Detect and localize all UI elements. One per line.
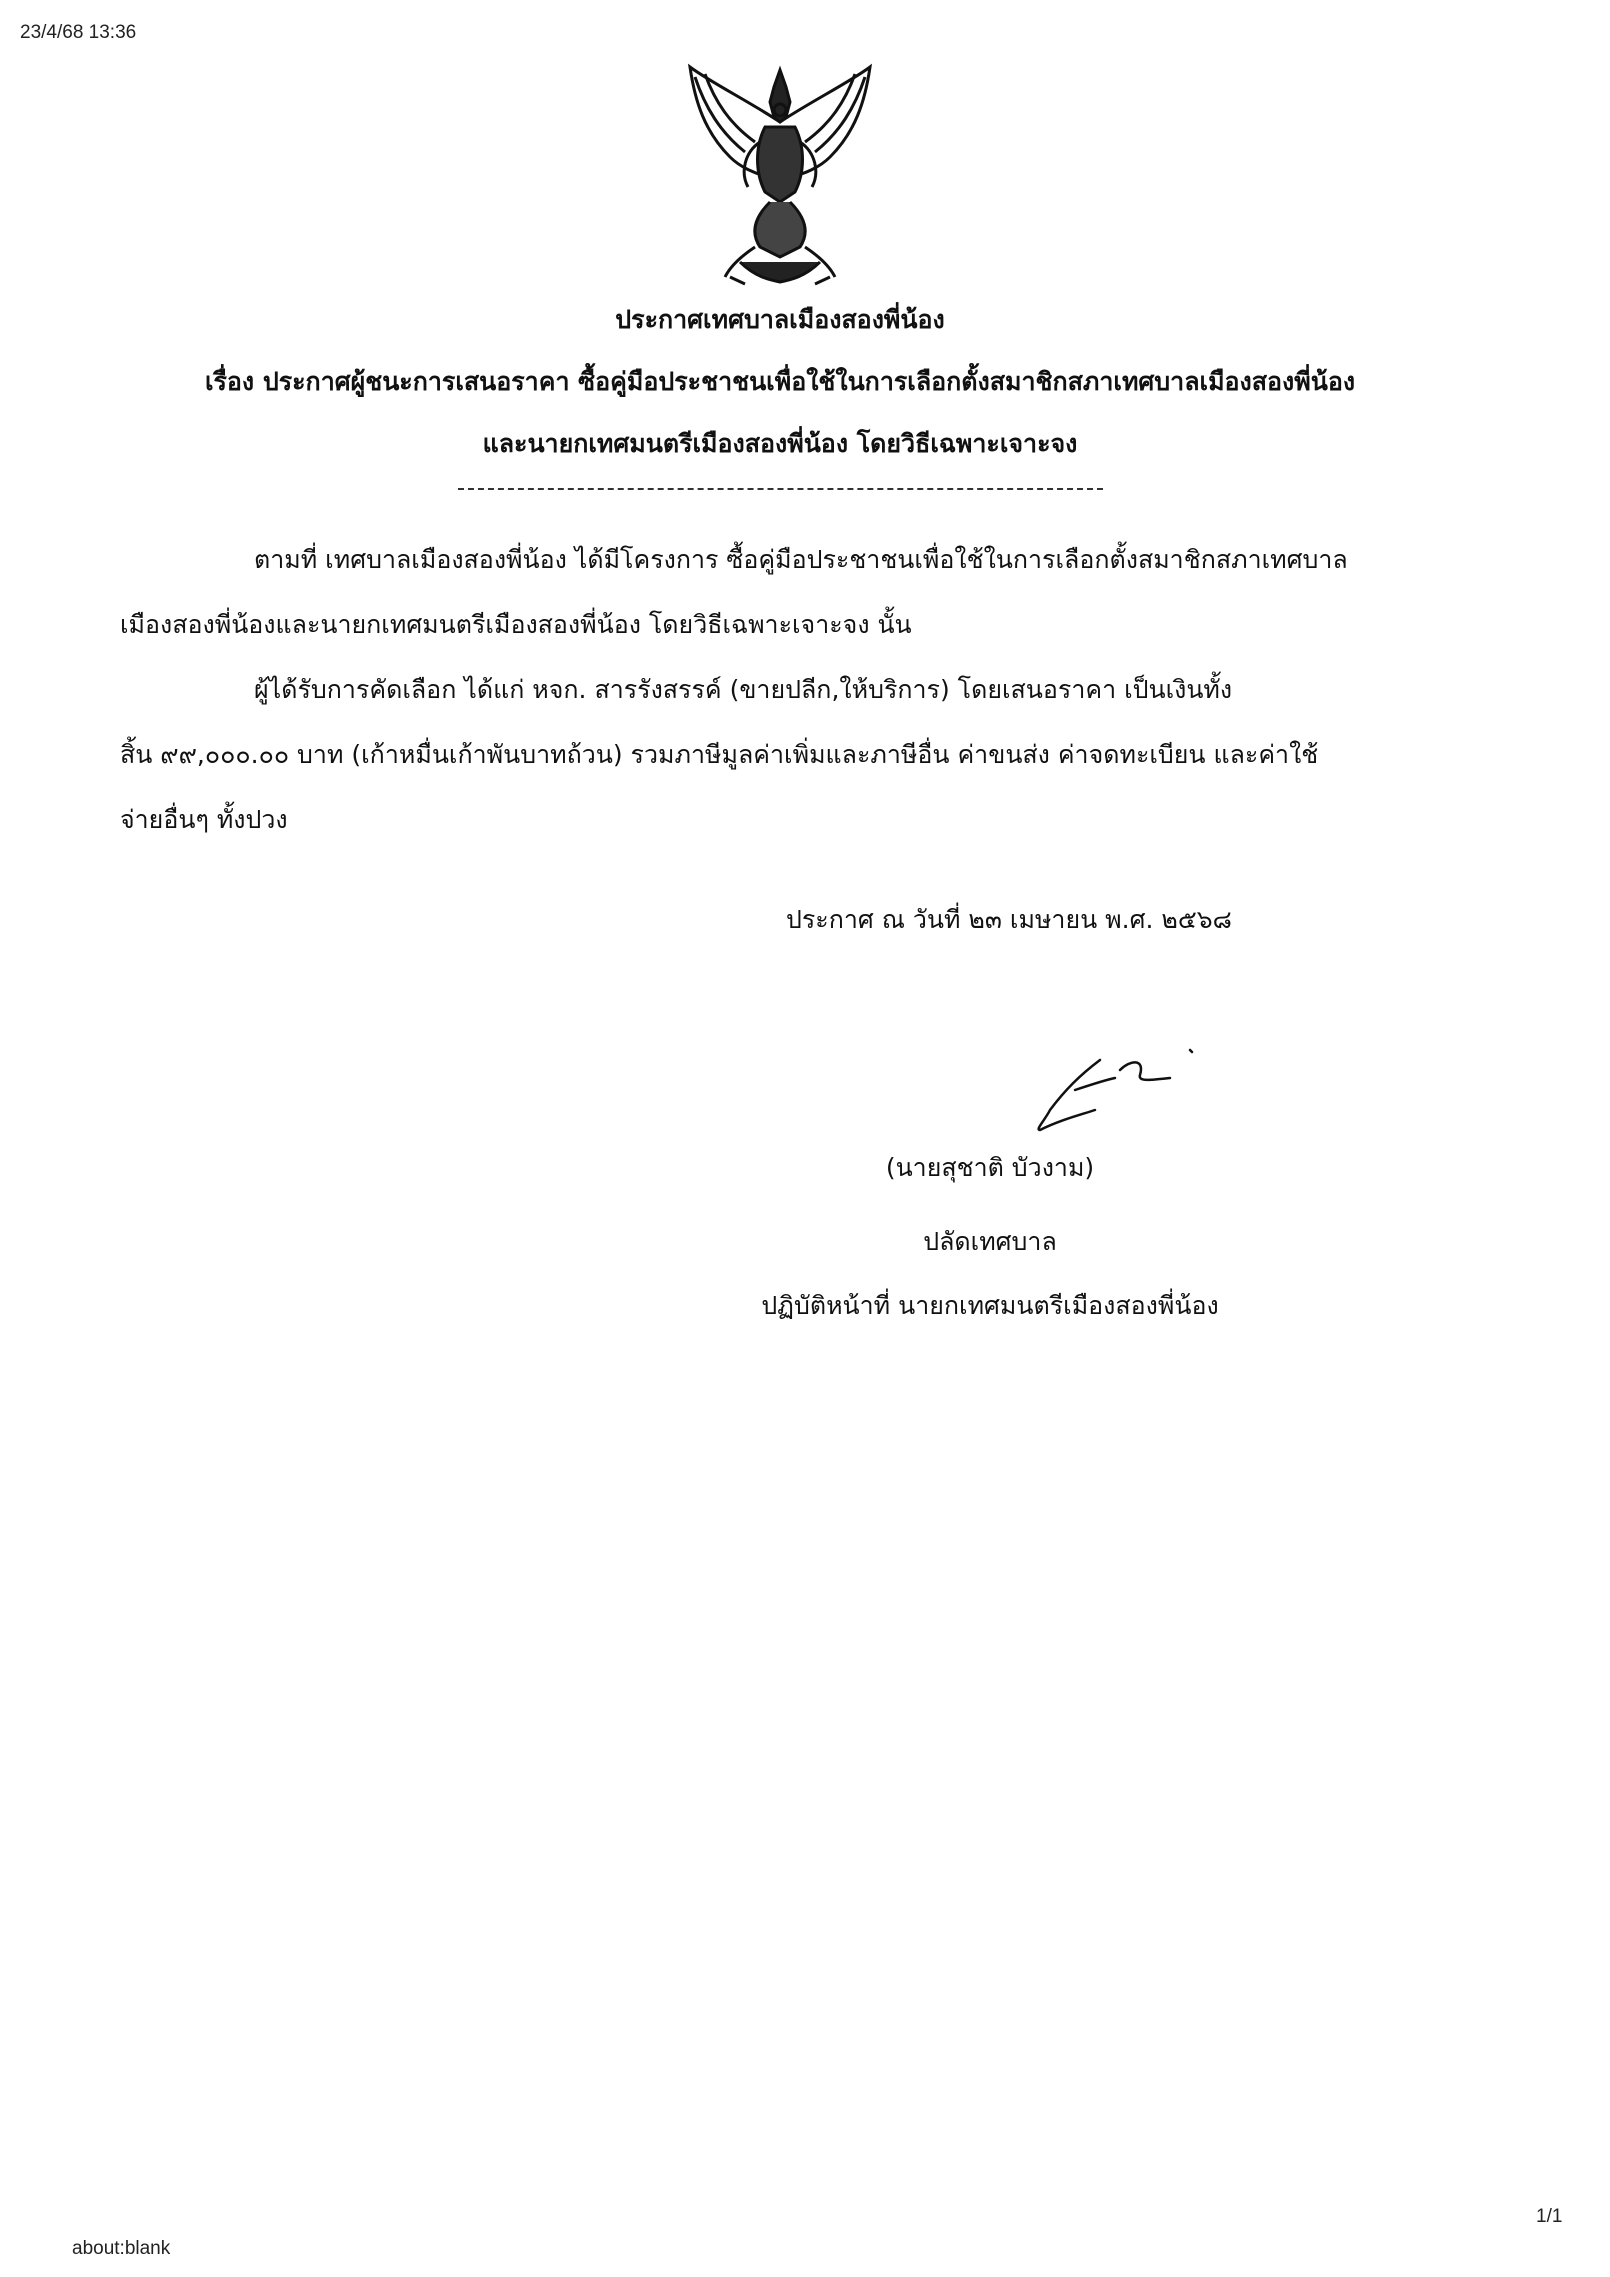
handwritten-signature [1020, 1030, 1290, 1150]
dashed-divider [458, 488, 1103, 490]
paragraph2-line3: จ่ายอื่นๆ ทั้งปวง [120, 805, 288, 834]
signer-name: (นายสุชาติ บัวงาม) [885, 1153, 1095, 1182]
print-timestamp: 23/4/68 13:36 [20, 22, 137, 43]
print-url: about:blank [72, 2238, 171, 2259]
announcement-title: ประกาศเทศบาลเมืองสองพี่น้อง [615, 305, 945, 334]
signer-acting-as: ปฏิบัติหน้าที่ นายกเทศมนตรีเมืองสองพี่น้อง [761, 1291, 1219, 1320]
announcement-date: ประกาศ ณ วันที่ ๒๓ เมษายน พ.ศ. ๒๕๖๘ [786, 905, 1232, 934]
paragraph2-line1: ผู้ได้รับการคัดเลือก ได้แก่ หจก. สารรังสรรค์ (ขายปลีก,ให้บริการ) โดยเสนอราคา เป็นเงินทั้ง [254, 675, 1233, 704]
signer-position: ปลัดเทศบาล [923, 1227, 1057, 1256]
paragraph1-line2: เมืองสองพี่น้องและนายกเทศมนตรีเมืองสองพี่น้อง โดยวิธีเฉพาะเจาะจง นั้น [120, 610, 912, 639]
paragraph2-line2: สิ้น ๙๙,๐๐๐.๐๐ บาท (เก้าหมื่นเก้าพันบาทถ้วน) รวมภาษีมูลค่าเพิ่มและภาษีอื่น ค่าขนส่ง ค่าจดทะเบียน และค่าใช้ [120, 740, 1319, 769]
announcement-subject-line2: และนายกเทศมนตรีเมืองสองพี่น้อง โดยวิธีเฉพาะเจาะจง [482, 429, 1078, 458]
announcement-subject-line1: เรื่อง ประกาศผู้ชนะการเสนอราคา ซื้อคู่มือประชาชนเพื่อใช้ในการเลือกตั้งสมาชิกสภาเทศบาลเมืองสองพี่น้อง [204, 367, 1356, 396]
print-page-number: 1/1 [1536, 2206, 1563, 2227]
paragraph1-line1: ตามที่ เทศบาลเมืองสองพี่น้อง ได้มีโครงการ ซื้อคู่มือประชาชนเพื่อใช้ในการเลือกตั้งสมาชิกสภาเทศบาล [254, 545, 1348, 574]
garuda-emblem-icon [670, 62, 890, 287]
